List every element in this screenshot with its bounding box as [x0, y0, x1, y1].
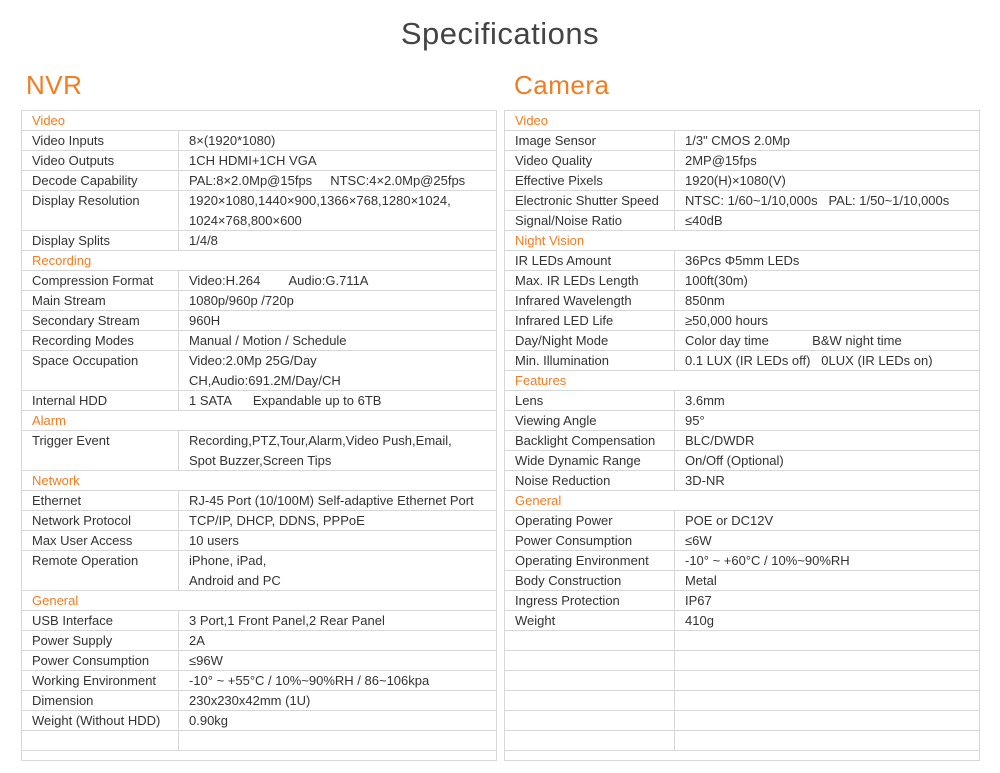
spec-label: Max. IR LEDs Length [505, 271, 675, 290]
spec-category-row [22, 111, 496, 131]
spec-row [22, 631, 496, 651]
spec-value: 960H [189, 313, 221, 328]
spec-row [505, 311, 979, 331]
spec-row [505, 391, 979, 411]
spec-label: Decode Capability [22, 171, 179, 190]
spec-row [22, 491, 496, 511]
spec-row [22, 311, 496, 331]
spec-value: NTSC: 1/60~1/10,000s PAL: 1/50~1/10,000s [685, 193, 950, 208]
spec-row [505, 731, 979, 751]
spec-label: Operating Environment [505, 551, 675, 570]
spec-label: Backlight Compensation [505, 431, 675, 450]
spec-category-row [22, 471, 496, 491]
spec-row [22, 511, 496, 531]
spec-row [505, 611, 979, 631]
spec-label: Display Resolution [22, 191, 179, 230]
spec-label: Secondary Stream [22, 311, 179, 330]
spec-row [22, 171, 496, 191]
spec-category-label: Alarm [32, 413, 66, 428]
spec-label [505, 631, 675, 650]
spec-category-row [505, 111, 979, 131]
spec-value: Color day time B&W night time [685, 333, 902, 348]
spec-value: Metal [685, 573, 717, 588]
spec-value: POE or DC12V [685, 513, 774, 528]
spec-value: 850nm [685, 293, 725, 308]
spec-value: ≤40dB [685, 213, 723, 228]
spec-value: 8×(1920*1080) [189, 133, 276, 148]
spec-value: IP67 [685, 593, 712, 608]
spec-row [505, 671, 979, 691]
spec-label [505, 651, 675, 670]
spec-value: 0.1 LUX (IR LEDs off) 0LUX (IR LEDs on) [685, 353, 933, 368]
spec-label: Video Quality [505, 151, 675, 170]
spec-row [505, 631, 979, 651]
spec-row [505, 131, 979, 151]
spec-row [22, 531, 496, 551]
spec-row [22, 551, 496, 591]
spec-value: 1/4/8 [189, 233, 218, 248]
spec-row [22, 391, 496, 411]
spec-label: USB Interface [22, 611, 179, 630]
spec-label: Signal/Noise Ratio [505, 211, 675, 230]
spec-label: Viewing Angle [505, 411, 675, 430]
spec-value: 1920(H)×1080(V) [685, 173, 786, 188]
spec-label: Power Supply [22, 631, 179, 650]
spec-row [505, 211, 979, 231]
spec-label: Compression Format [22, 271, 179, 290]
spec-label: Trigger Event [22, 431, 179, 470]
spec-value: 100ft(30m) [685, 273, 748, 288]
spec-category-row [505, 491, 979, 511]
spec-value: RJ-45 Port (10/100M) Self-adaptive Ethernet Port [189, 493, 474, 508]
spec-value: -10° ~ +60°C / 10%~90%RH [685, 553, 850, 568]
spec-value: 1920×1080,1440×900,1366×768,1280×1024, 1024×768,800×600 [189, 193, 451, 228]
spec-value: ≥50,000 hours [685, 313, 769, 328]
spec-row [505, 571, 979, 591]
spec-label: Ethernet [22, 491, 179, 510]
spec-row [22, 671, 496, 691]
page-title: Specifications [400, 16, 600, 51]
spec-value: 1/3" CMOS 2.0Mp [685, 133, 791, 148]
spec-row [22, 651, 496, 671]
spec-label: Space Occupation [22, 351, 179, 390]
spec-row [505, 691, 979, 711]
spec-label: Wide Dynamic Range [505, 451, 675, 470]
spec-label: Working Environment [22, 671, 179, 690]
spec-value [675, 671, 979, 690]
camera-section-title: Camera [514, 70, 610, 100]
spec-row [505, 171, 979, 191]
spec-row [505, 551, 979, 571]
spec-label: Video Inputs [22, 131, 179, 150]
spec-value: 36Pcs Φ5mm LEDs [685, 253, 800, 268]
spec-value: 3D-NR [685, 473, 725, 488]
spec-value [675, 651, 979, 670]
spec-row [22, 131, 496, 151]
spec-value: Manual / Motion / Schedule [189, 333, 347, 348]
spec-value [675, 631, 979, 650]
spec-label: Video Outputs [22, 151, 179, 170]
spec-label [505, 691, 675, 710]
spec-label [505, 671, 675, 690]
spec-label: Recording Modes [22, 331, 179, 350]
spec-value: 95° [685, 413, 705, 428]
spec-row [22, 271, 496, 291]
spec-label: IR LEDs Amount [505, 251, 675, 270]
spec-value: 230x230x42mm (1U) [189, 693, 311, 708]
spec-category-label: Recording [32, 253, 92, 268]
spec-category-label: General [515, 493, 562, 508]
spec-label: Operating Power [505, 511, 675, 530]
spec-label: Remote Operation [22, 551, 179, 590]
spec-value: 2A [189, 633, 205, 648]
spec-label: Infrared Wavelength [505, 291, 675, 310]
spec-label: Max User Access [22, 531, 179, 550]
spec-value: ≤6W [685, 533, 712, 548]
spec-row [505, 271, 979, 291]
spec-label: Min. Illumination [505, 351, 675, 370]
spec-value: 0.90kg [189, 713, 229, 728]
spec-row [22, 291, 496, 311]
spec-category-row [22, 411, 496, 431]
spec-value: 2MP@15fps [685, 153, 757, 168]
spec-value: 10 users [189, 533, 239, 548]
spec-label: Infrared LED Life [505, 311, 675, 330]
spec-row [22, 731, 496, 751]
spec-value: ≤96W [189, 653, 223, 668]
spec-row [505, 471, 979, 491]
spec-category-row [505, 371, 979, 391]
spec-label: Dimension [22, 691, 179, 710]
spec-row [505, 651, 979, 671]
spec-value: 1 SATA Expandable up to 6TB [189, 393, 382, 408]
spec-value [675, 691, 979, 710]
spec-label [22, 731, 179, 750]
spec-row [22, 611, 496, 631]
spec-row [505, 591, 979, 611]
spec-row [505, 191, 979, 211]
spec-value: 410g [685, 613, 714, 628]
spec-value: 1CH HDMI+1CH VGA [189, 153, 317, 168]
nvr-spec-table [21, 110, 497, 761]
spec-value: 1080p/960p /720p [189, 293, 294, 308]
spec-value: iPhone, iPad, Android and PC [189, 553, 281, 588]
spec-row [22, 351, 496, 391]
spec-value [675, 711, 979, 730]
spec-row [505, 411, 979, 431]
spec-label: Noise Reduction [505, 471, 675, 490]
spec-label: Effective Pixels [505, 171, 675, 190]
spec-row [505, 331, 979, 351]
spec-row [22, 191, 496, 231]
spec-value: Recording,PTZ,Tour,Alarm,Video Push,Email, Spot Buzzer,Screen Tips [189, 433, 452, 468]
spec-row [505, 291, 979, 311]
spec-value: BLC/DWDR [685, 433, 755, 448]
spec-value: TCP/IP, DHCP, DDNS, PPPoE [189, 513, 365, 528]
spec-label: Electronic Shutter Speed [505, 191, 675, 210]
spec-label: Day/Night Mode [505, 331, 675, 350]
spec-value: PAL:8×2.0Mp@15fps NTSC:4×2.0Mp@25fps [189, 173, 466, 188]
spec-category-label: General [32, 593, 79, 608]
spec-label: Ingress Protection [505, 591, 675, 610]
spec-value: 3 Port,1 Front Panel,2 Rear Panel [189, 613, 385, 628]
spec-category-label: Video [32, 113, 66, 128]
spec-value: -10° ~ +55°C / 10%~90%RH / 86~106kpa [189, 673, 430, 688]
spec-value: Video:2.0Mp 25G/Day CH,Audio:691.2M/Day/CH [189, 353, 341, 388]
spec-label: Weight (Without HDD) [22, 711, 179, 730]
spec-row [22, 151, 496, 171]
spec-label [505, 731, 675, 750]
spec-row [505, 431, 979, 451]
spec-value: On/Off (Optional) [685, 453, 784, 468]
spec-value [675, 731, 979, 750]
spec-category-label: Night Vision [515, 233, 585, 248]
spec-row [505, 251, 979, 271]
spec-label: Power Consumption [22, 651, 179, 670]
spec-label: Weight [505, 611, 675, 630]
spec-row [505, 531, 979, 551]
nvr-section-title: NVR [26, 70, 83, 100]
spec-row [505, 511, 979, 531]
spec-category-label: Features [515, 373, 567, 388]
spec-label: Lens [505, 391, 675, 410]
spec-row [22, 691, 496, 711]
spec-row [22, 711, 496, 731]
spec-label: Display Splits [22, 231, 179, 250]
spec-label: Main Stream [22, 291, 179, 310]
spec-value: Video:H.264 Audio:G.711A [189, 273, 369, 288]
spec-row [22, 231, 496, 251]
spec-row [505, 151, 979, 171]
spec-row [505, 451, 979, 471]
spec-category-row [22, 591, 496, 611]
spec-row [22, 331, 496, 351]
spec-category-row [22, 251, 496, 271]
spec-label: Power Consumption [505, 531, 675, 550]
spec-category-label: Video [515, 113, 549, 128]
spec-label: Internal HDD [22, 391, 179, 410]
camera-spec-table [504, 110, 980, 761]
spec-row [505, 351, 979, 371]
spec-label: Body Construction [505, 571, 675, 590]
spec-value [179, 731, 496, 750]
spec-value: 3.6mm [685, 393, 725, 408]
spec-row [505, 711, 979, 731]
spec-category-label: Network [32, 473, 80, 488]
spec-category-row [505, 231, 979, 251]
spec-row [22, 431, 496, 471]
spec-label [505, 711, 675, 730]
spec-label: Network Protocol [22, 511, 179, 530]
spec-label: Image Sensor [505, 131, 675, 150]
